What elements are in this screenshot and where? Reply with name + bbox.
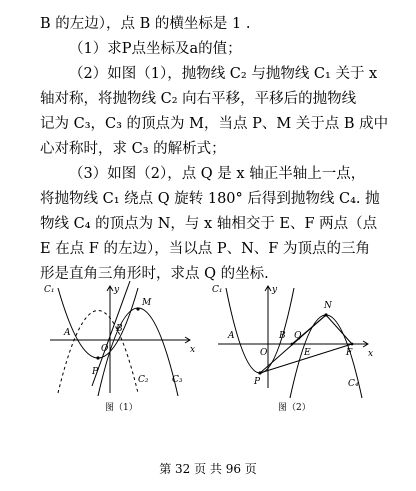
fig1-label-m: M <box>142 298 152 308</box>
fig1-point-m <box>136 307 139 310</box>
problem-text <box>40 12 389 287</box>
text-line-10: E 在点 F 的左边），当以点 P、N、F 为顶点的三角 <box>40 241 370 257</box>
fig2-label-p: P <box>254 377 261 387</box>
text-line-9: 物线 C₄ 的顶点为 N，与 x 轴相交于 E、F 两点（点 <box>40 216 378 232</box>
fig2-label-q: Q <box>294 331 302 341</box>
fig2-point-p <box>258 371 261 374</box>
fig2-point-f <box>351 343 354 346</box>
page-footer: 第 32 页 共 96 页 <box>159 462 257 476</box>
fig2-label-a: A <box>228 331 235 341</box>
fig1-label-o: O <box>101 344 109 354</box>
text-line-3: （2）如图（1），抛物线 C₂ 与抛物线 C₁ 关于 x <box>69 66 378 82</box>
fig2-label-c4: C₄ <box>348 379 359 389</box>
text-line-5: 记为 C₃，C₃ 的顶点为 M，当点 P、M 关于点 B 成中 <box>40 116 389 132</box>
fig1-label-c3: C₃ <box>172 375 183 385</box>
fig2-label-n: N <box>324 301 332 311</box>
text-line-6: 心对称时，求 C₃ 的解析式； <box>40 141 226 157</box>
fig2-segment-nf <box>326 315 352 344</box>
fig1-caption: 图（1） <box>105 403 138 413</box>
text-line-8: 将抛物线 C₁ 绕点 Q 旋转 180° 后得到抛物线 C₄. 抛 <box>40 191 380 207</box>
fig1-label-c2: C₂ <box>138 375 149 385</box>
fig2-label-e: E <box>304 348 311 358</box>
text-line-11: 形是直角三角形时，求点 Q 的坐标. <box>40 266 269 282</box>
fig1-label-x: x <box>190 345 196 355</box>
text-line-7: （3）如图（2），点 Q 是 x 轴正半轴上一点， <box>69 166 366 182</box>
fig1-label-p: P <box>92 367 99 377</box>
fig1-label-y: y <box>114 285 120 295</box>
fig2-label-f: F <box>346 348 353 358</box>
fig2-label-b: B <box>279 331 286 341</box>
text-line-1: B 的左边），点 B 的横坐标是 1 . <box>40 16 251 32</box>
text-line-2: （1）求P点坐标及a的值； <box>69 41 242 57</box>
fig1-label-a: A <box>64 328 71 338</box>
fig2-label-x: x <box>368 349 374 359</box>
fig2-label-o: O <box>260 348 268 358</box>
fig1-label-c1: C₁ <box>44 285 55 295</box>
fig2-point-n <box>324 313 327 316</box>
text-line-4: 轴对称，将抛物线 C₂ 向右平移，平移后的抛物线 <box>40 91 357 107</box>
fig1-label-b: B <box>116 324 123 334</box>
fig2-label-c1: C₁ <box>212 285 223 295</box>
fig2-caption: 图（2） <box>278 403 311 413</box>
figure-1 <box>40 278 200 418</box>
fig1-parabola-c1 <box>58 288 138 358</box>
fig1-point-p <box>96 356 99 359</box>
fig2-label-y: y <box>272 285 278 295</box>
figure-2 <box>208 278 378 418</box>
fig2-point-q <box>291 343 294 346</box>
